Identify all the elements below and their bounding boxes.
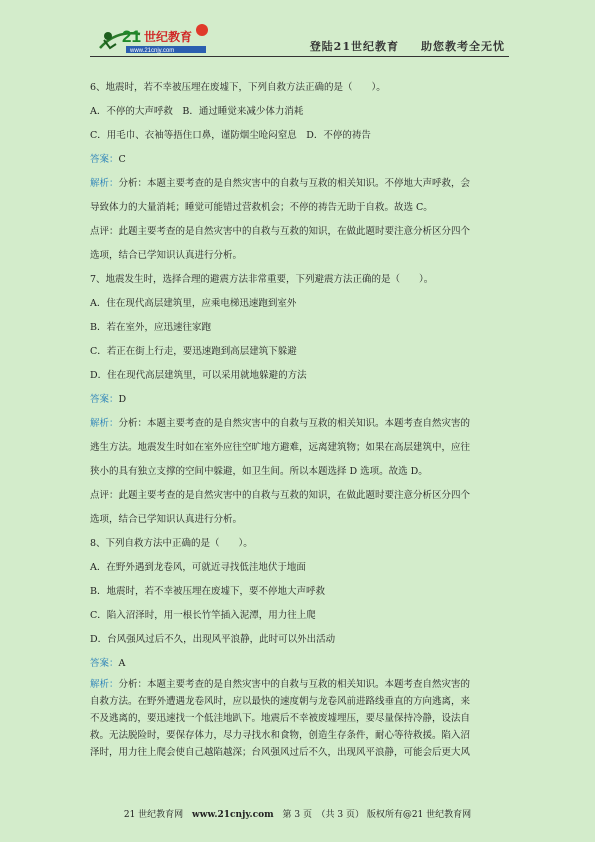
question-option: B．地震时，若不幸被压埋在废墟下，要不停地大声呼救 xyxy=(90,586,325,597)
svg-text:www.21cnjy.com: www.21cnjy.com xyxy=(130,48,175,54)
analysis-text: 自救方法。在野外遭遇龙卷风时，应以最快的速度朝与龙卷风前进路线垂直的方向逃离，来 xyxy=(90,696,471,707)
analysis-text: 逃生方法。地震发生时如在室外应往空旷地方避难，远离建筑物；如果在高层建筑中，应往 xyxy=(90,442,471,453)
question-option: C．用毛巾、衣袖等捂住口鼻，谨防烟尘呛闷窒息 D．不停的祷告 xyxy=(90,130,371,141)
analysis-text: 选项，结合已学知识认真进行分析。 xyxy=(90,514,243,525)
analysis-text: 选项，结合已学知识认真进行分析。 xyxy=(90,250,243,261)
footer-rights: 版权所有@21 世纪教育网 xyxy=(366,810,472,820)
analysis-line xyxy=(90,676,511,693)
question-option: A．在野外遇到龙卷风，可就近寻找低洼地伏于地面 xyxy=(90,562,306,573)
analysis-text: 点评：此题主要考查的是自然灾害中的自救与互救的知识，在做此题时要注意分析区分四个 xyxy=(90,490,471,501)
question-option: D．住在现代高层建筑里，可以采用就地躲避的方法 xyxy=(90,370,307,381)
analysis-text: 导致体力的大量消耗；睡觉可能错过营救机会；不停的祷告无助于自救。故选 C。 xyxy=(90,202,433,213)
answer-label: 答案： xyxy=(90,394,119,405)
analysis-text: 泽时，用力往上爬会使自己越陷越深；台风强风过后不久，出现风平浪静，可能会后更大风 xyxy=(90,747,471,758)
answer-line xyxy=(90,652,511,676)
svg-text:世纪教育: 世纪教育 xyxy=(144,30,193,44)
answer-label: 答案： xyxy=(90,154,119,165)
answer-value: C xyxy=(118,154,126,165)
question-stem: 7、地震发生时，选择合理的避震方法非常重要，下列避震方法正确的是（ ）。 xyxy=(90,274,434,285)
question-stem: 8、下列自救方法中正确的是（ ）。 xyxy=(90,538,253,549)
header-slogan xyxy=(310,38,505,54)
question-stem: 6、地震时，若不幸被压埋在废墟下，下列自救方法正确的是（ ）。 xyxy=(90,82,386,93)
analysis-line xyxy=(90,172,511,196)
site-logo xyxy=(96,18,214,56)
slogan-right: 助您教考全无忧 xyxy=(421,40,505,53)
answer-line xyxy=(90,148,511,172)
analysis-label: 解析： xyxy=(90,418,119,429)
question-option: C．若正在街上行走，要迅速跑到高层建筑下躲避 xyxy=(90,346,297,357)
analysis-text: 狭小的具有独立支撑的空间中躲避，如卫生间。所以本题选择 D 选项。故选 D。 xyxy=(90,466,428,477)
page-footer xyxy=(0,807,595,820)
analysis-line xyxy=(90,412,511,436)
page-header xyxy=(0,0,595,62)
answer-line xyxy=(90,388,511,412)
analysis-label: 解析： xyxy=(90,178,119,189)
answer-label: 答案： xyxy=(90,658,119,669)
footer-site: 21 世纪教育网 xyxy=(123,810,184,820)
answer-value: D xyxy=(118,394,127,405)
question-option: A．不停的大声呼救 B．通过睡觉来减少体力消耗 xyxy=(90,106,304,117)
header-divider xyxy=(90,56,509,57)
footer-url[interactable]: www.21cnjy.com xyxy=(192,810,274,820)
analysis-block xyxy=(90,676,511,761)
slogan-left: 登陆21世纪教育 xyxy=(309,40,399,53)
analysis-text: 不及逃离的，要迅速找一个低洼地趴下。地震后不幸被废墟埋压，要尽量保持冷静，设法自 xyxy=(90,713,471,724)
question-option: A．住在现代高层建筑里，应乘电梯迅速跑到室外 xyxy=(90,298,297,309)
question-option: C．陷入沼泽时，用一根长竹竿插入泥潭，用力往上爬 xyxy=(90,610,316,621)
analysis-text: 分析：本题主要考查的是自然灾害中的自救与互救的相关知识。本题考查自然灾害的 xyxy=(118,418,471,429)
analysis-text: 救。无法脱险时，要保存体力，尽力寻找水和食物，创造生存条件，耐心等待救援。陷入沼 xyxy=(90,730,471,741)
document-body xyxy=(90,76,511,761)
analysis-label: 解析： xyxy=(90,679,119,690)
footer-page: 第 3 页 （共 3 页） xyxy=(282,810,364,820)
question-option: B．若在室外，应迅速往家跑 xyxy=(90,322,211,333)
analysis-text: 分析：本题主要考查的是自然灾害中的自救与互救的相关知识。本题考查自然灾害的 xyxy=(118,679,471,690)
answer-value: A xyxy=(118,658,126,669)
analysis-text: 点评：此题主要考查的是自然灾害中的自救与互救的知识，在做此题时要注意分析区分四个 xyxy=(90,226,471,237)
analysis-text: 分析：本题主要考查的是自然灾害中的自救与互救的相关知识。不停地大声呼救，会 xyxy=(118,178,471,189)
question-option: D．台风强风过后不久，出现风平浪静，此时可以外出活动 xyxy=(90,634,336,645)
svg-text:21: 21 xyxy=(122,27,141,46)
